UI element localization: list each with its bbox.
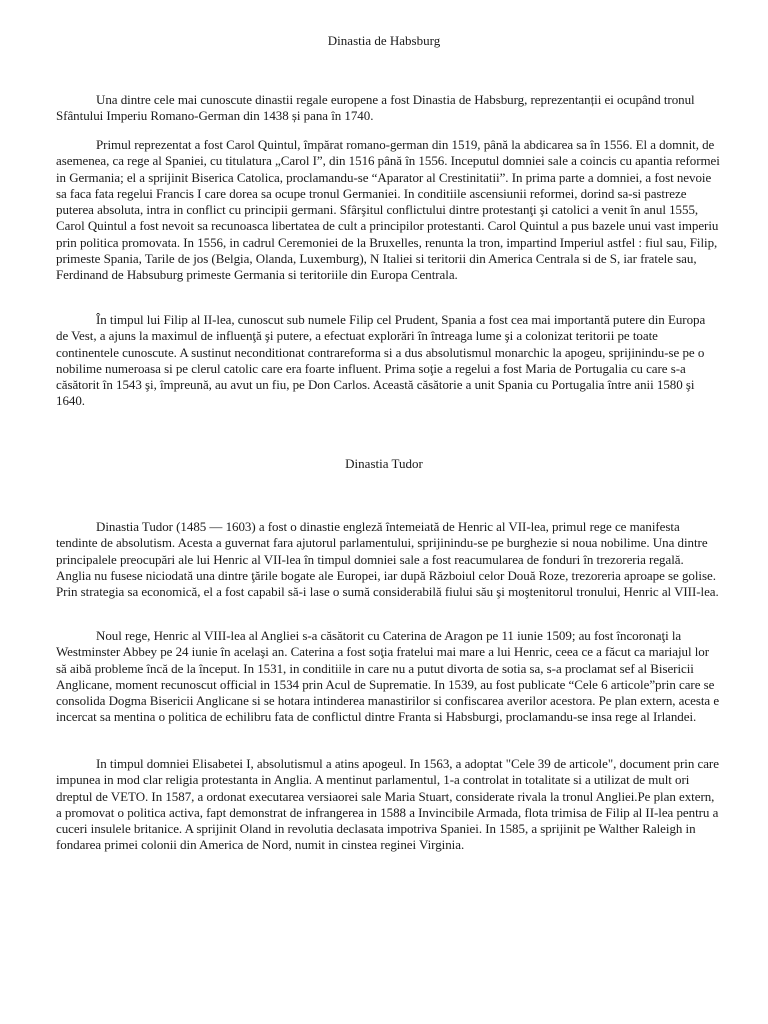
section-title-habsburg: Dinastia de Habsburg	[327, 33, 441, 48]
paragraph-tudor-henric-vii: Dinastia Tudor (1485 — 1603) a fost o dinastie engleză întemeiată de Henric al VII-lea, primul rege ce manifesta tendinte de absolutism. Acesta a guvernat fara ajutorul parlamentului, sprijinindu-se pe burghezie si noua nobilime. Una dintre principalele preocupări ale lui Henric al VII-lea în timpul domniei sale a fost reacumularea de fonduri în trezoreria regală. Anglia nu fusese niciodată una dintre ţările bogate ale Europei, iar după Războiul celor Două Roze, trezoreria aproape se golise. Prin strategia sa economică, el a fost capabil să-i lase o sumă considerabilă fiului său şi moştenitorul tronului, Henric al VIII-lea.	[56, 519, 719, 600]
section-title-tudor: Dinastia Tudor	[345, 456, 423, 471]
paragraph-carol-quintul: Primul reprezentat a fost Carol Quintul, împărat romano-german din 1519, până la abdicarea sa în 1556. El a domnit, de asemenea, ca rege al Spaniei, cu titulatura „Carol I”, din 1516 până în 1556. Inceputul domniei sale a coincis cu apantia reformei in Germania; el a sprijinit Biserica Catolica, proclamandu-se “Aparator al Crestinitatii”. In prima parte a domniei, a fost nevoie sa faca fata regelui Francis I care dorea sa ocupe tronul Germaniei. In conditiile ascensiunii reformei, dorind sa-si pastreze puterea absoluta, intra in conflict cu principii germani. Sfârşitul conflictului dintre protestanţi şi catolici a venit în anul 1555, Carol Quintul a fost nevoit sa recunoasca libertatea de cult a principilor protestanti. Carol Quintul a pus bazele unui vast imperiu prin politica promovata. In 1556, in cadrul Ceremoniei de la Bruxelles, renunta la tron, impartind Imperiul astfel : fiul sau, Filip, primeste Spania, Tarile de jos (Belgia, Olanda, Luxemburg), N Italiei si teritorii din America Centrala si de S, iar fratele sau, Ferdinand de Habsuburg primeste Germania si teritoriile din Europa Centrala.	[56, 137, 720, 283]
paragraph-habsburg-intro: Una dintre cele mai cunoscute dinastii regale europene a fost Dinastia de Habsburg, reprezentanții ei ocupând tronul Sfântului Imperiu Romano-German din 1438 și pana în 1740.	[56, 92, 695, 124]
paragraph-elisabeta-i: In timpul domniei Elisabetei I, absolutismul a atins apogeul. In 1563, a adoptat "Cele 39 de articole", document prin care impunea in mod clar religia protestanta in Anglia. A mentinut parlamentul, 1-a controlat in totalitate si a utilizat de mult ori dreptul de VETO. In 1587, a ordonat executarea versiaorei sale Maria Stuart, considerate rivala la tronul Angliei.Pe plan extern, a promovat o politica activa, fapt demonstrat de infrangerea in 1588 a Invincibile Armada, flota trimisa de Filip al II-lea pentru a cuceri insulele britanice. A sprijinit Oland in revolutia declasata impotriva Spaniei. In 1585, a sprijinit pe Walther Raleigh in fondarea primei colonii din America de Nord, numit in cinstea reginei Virginia.	[56, 756, 719, 853]
paragraph-henric-viii: Noul rege, Henric al VIII-lea al Angliei s-a căsătorit cu Caterina de Aragon pe 11 iunie 1509; au fost încoronaţi la Westminster Abbey pe 24 iunie în acelaşi an. Caterina a fost soţia fratelui mai mare a lui Henric, ceea ce a făcut ca mariajul lor să aibă probleme încă de la început. In 1531, in conditiile in care nu a putut divorta de sotia sa, s-a proclamat sef al Bisericii Anglicane, moment recunoscut official in 1534 prin Acul de Suprematie. In 1539, au fost publicate “Cele 6 articole”prin care se consolida Dogma Bisericii Anglicane si se hotara intinderea manastirilor si confiscarea averilor acestora. Pe plan extern, acesta e incercat sa mentina o politica de echilibru fata de conflictul dintre Franta si Habsburgi, proclamandu-se insa rege al Irlandei.	[56, 628, 720, 725]
paragraph-filip-ii: În timpul lui Filip al II-lea, cunoscut sub numele Filip cel Prudent, Spania a fost cea mai importantă putere din Europa de Vest, a ajuns la maximul de influenţă şi putere, a efectuat explorări în întreaga lume şi a colonizat teritorii pe toate continentele cunoscute. A sustinut neconditionat contrareforma si a dus absolutismul monarchic la apogeu, sprijinindu-se pe o nobilime numeroasa si pe clerul catolic care era foarte influent. Prima soţie a regelui a fost Maria de Portugalia cu care s-a căsătorit în 1543 şi, împreună, au avut un fiu, pe Don Carlos. Această căsătorie a unit Spania cu Portugalia între anii 1580 şi 1640.	[56, 312, 706, 409]
